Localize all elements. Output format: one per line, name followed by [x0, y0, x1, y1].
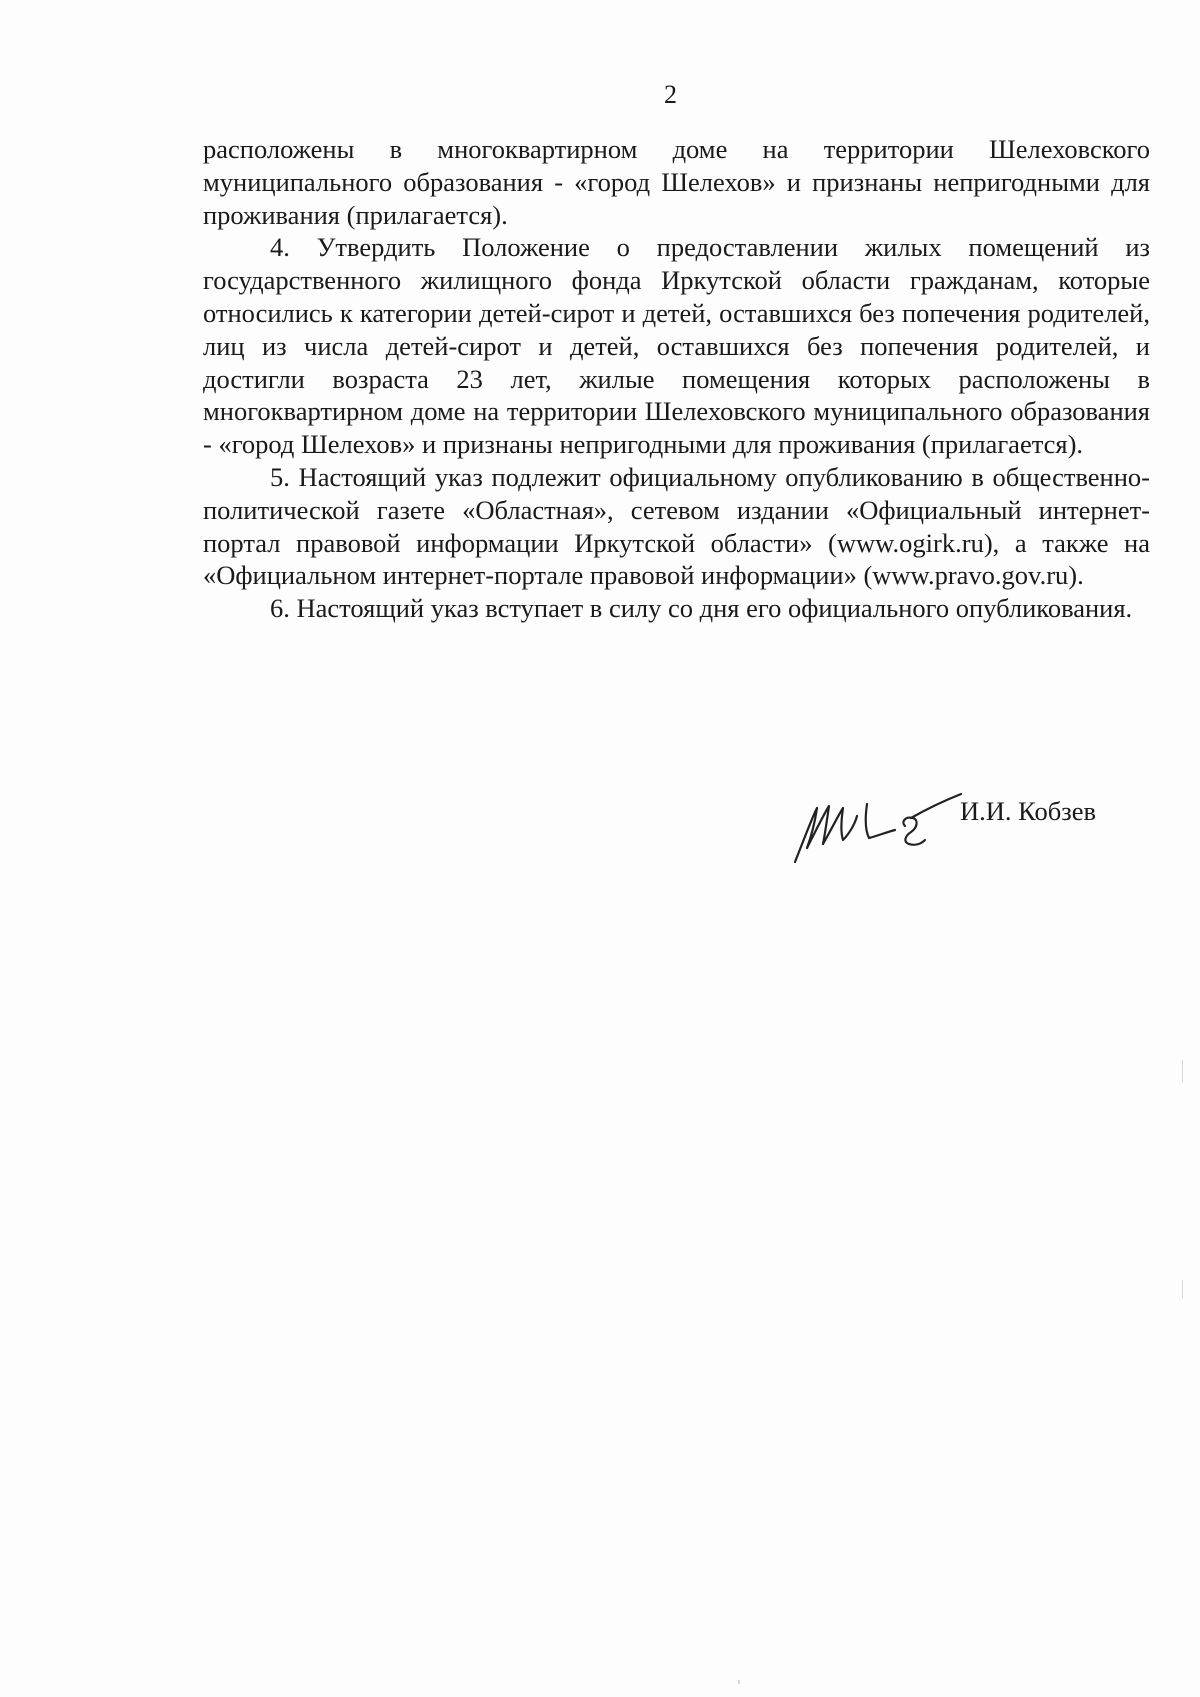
page-number: 2	[664, 80, 677, 109]
handwritten-signature	[785, 782, 965, 872]
document-body	[203, 133, 1150, 625]
paragraph-continuation: расположены в многоквартирном доме на территории Шелеховского муниципального образования - «город Шелехов» и признаны непригодными для проживания (прилагается).	[203, 134, 1150, 230]
paragraph-item-6: 6. Настоящий указ вступает в силу со дня его официального опубликования.	[270, 593, 1133, 624]
paragraph-item-4: 4. Утвердить Положение о предоставлении жилых помещений из государственного жилищного фонда Иркутской области гражданам, которые относились к категории детей-сирот и детей, оставшихся без попечения родителей, лиц из числа детей-сирот и детей, оставшихся без попечения родителей, и достигли возраста 23 лет, жилые помещения которых расположены в многоквартирном доме на территории Шелеховского муниципального образования - «город Шелехов» и признаны непригодными для проживания (прилагается).	[203, 232, 1150, 460]
signature-block	[785, 782, 1165, 872]
scan-artifact	[738, 1680, 740, 1684]
signer-name: И.И. Кобзев	[960, 796, 1096, 826]
scan-artifact	[1182, 1060, 1183, 1082]
paragraph-item-5: 5. Настоящий указ подлежит официальному опубликованию в общественно-политической газете «Областная», сетевом издании «Официальный интернет-портал правовой информации Иркутской области» (www.ogirk.ru), а также на «Официальном интернет-портале правовой информации» (www.pravo.gov.ru).	[203, 461, 1150, 591]
scan-artifact	[1182, 1280, 1183, 1298]
